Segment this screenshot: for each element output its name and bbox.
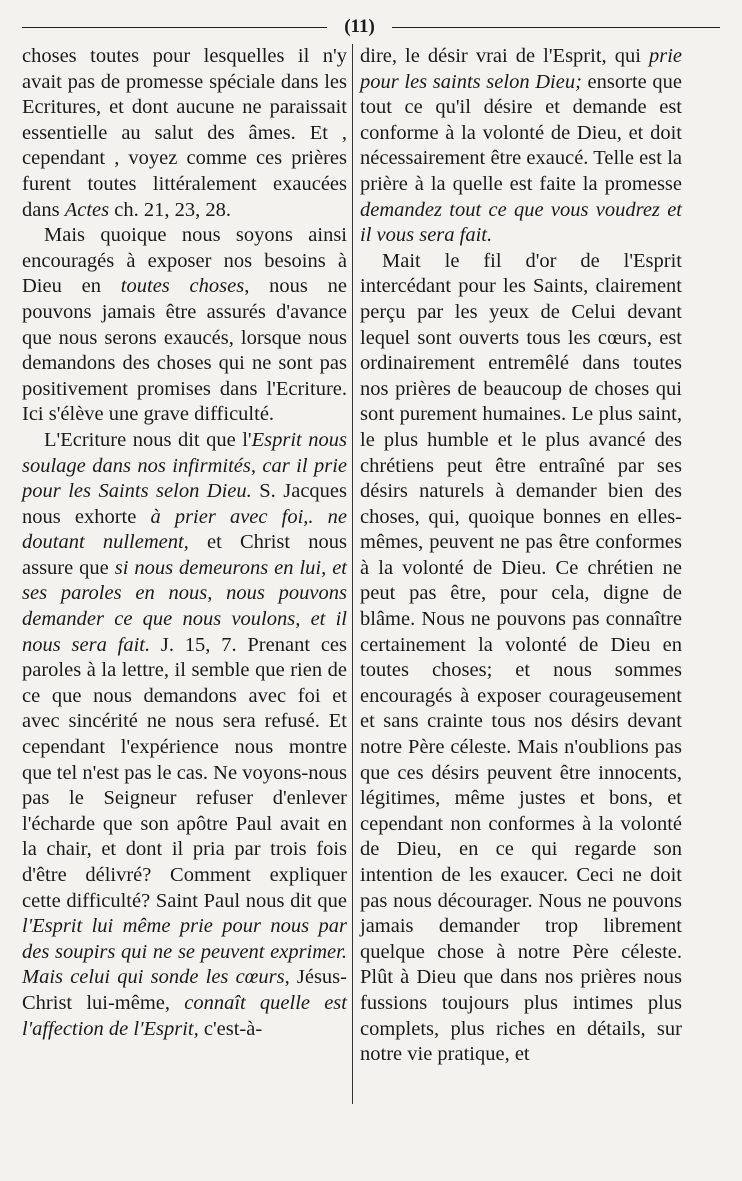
text-run: Mais quoique nous soyons ainsi encouragés à exposer nos besoins à Dieu en [22,224,347,298]
italic-text: Esprit nous soulage dans nos infirmités, car il prie pour les Saints selon Dieu. [22,428,347,503]
italic-text: toutes choses [120,275,245,298]
text-run: dire, le désir vrai de l'Esprit, qui [360,45,649,67]
italic-text: à prier avec foi,. ne doutant nullement, [22,505,347,554]
text-run: et Christ nous assure que [22,531,347,579]
text-run: L'Ecriture nous dit que l' [44,428,252,451]
italic-text: prie pour les saints selon Dieu; [360,45,682,93]
paragraph [22,223,347,428]
paragraph [22,44,347,223]
left-column [22,44,347,1042]
text-run: ch. 21, 23, 28. [109,198,231,221]
italic-text: si nous demeurons en lui, et ses paroles en nous, nous pouvons demander ce que nous voulons, et il nous sera fait. [22,556,347,656]
header-rule-right [392,27,720,28]
italic-text: connaît quelle est l'affection de l'Esprit, [22,991,347,1040]
text-run: ensorte que tout ce qu'il désire et demande est conforme à la volonté de Dieu, et doit nécessairement être exaucé. Telle est la prière à la quelle est faite la promesse [360,70,683,195]
text-run: J. 15, 7. Prenant ces paroles à la lettre, il semble que rien de ce que nous demandons avec foi et avec sincérité ne nous sera refusé. Et cependant l'expérience nous montre que tel n'est pas le cas. Ne voyons-nous pas le Seigneur refuser d'enlever l'écharde que son apôtre Paul avait en la chair, et dont il pria par trois fois d'être délivré? Comment expliquer cette difficulté? Saint Paul nous dit que [22,633,347,912]
text-run: , Jésus-Christ lui-même, [22,966,347,1014]
paragraph [22,428,347,1042]
column-divider [352,44,353,1104]
text-run: choses toutes pour lesquelles il n'y avait pas de promesse spéciale dans les Ecritures, et dont aucune ne paraissait essentielle au salut des âmes. Et , cependant , voyez comme ces prières furent toutes littéralement exaucées dans [22,45,347,221]
italic-text: Actes [64,198,110,221]
page-header [22,16,720,38]
text-run: c'est-à- [198,1017,263,1040]
text-run: Mait le fil d'or de l'Esprit intercédant pour les Saints, clairement perçu par les yeux de Celui devant lequel sont ouverts tous les cœurs, est ordinairement entremêlé dans toutes nos prières de beaucoup de choses qui sont purement humaines. Le plus saint, le plus humble et le plus avancé des chrétiens peut être entraîné par ses désirs naturels à demander bien des choses, qui, quoique bonnes en elles-mêmes, peuvent ne pas être conformes à la volonté de Dieu. Ce chrétien ne peut pas être, pour cela, digne de blâme. Nous ne pouvons pas connaître certainement la volonté de Dieu en toutes choses; et nous sommes encouragés à exposer courageusement et sans crainte tous nos désirs devant notre Père céleste. Mais n'oublions pas que ces désirs peuvent être innocents, légitimes, même justes et bons, et cependant non conformes à la volonté de Dieu, en ce qui regarde son intention de les exaucer. Ceci ne doit pas nous décourager. Nous ne pouvons jamais demander trop librement quelque chose à notre Père céleste. Plût à Dieu que dans nos prières nous fussions toujours plus intimes plus complets, plus riches en détails, sur notre vie pratique, et [360,249,682,1066]
paragraph [360,44,682,249]
paragraph [360,249,682,1068]
text-run: S. Jacques nous exhorte [22,480,347,528]
header-rule-left [22,27,327,28]
right-column [360,44,682,1068]
italic-text: demandez tout ce que vous voudrez et il vous sera fait. [360,198,682,247]
italic-text: l'Esprit lui même prie pour nous par des soupirs qui ne se peuvent exprimer. Mais celui qui sonde les cœurs [22,915,347,989]
text-run: , nous ne pouvons jamais être assurés d'avance que nous serons exaucés, lorsque nous demandons des choses qui ne sont pas positivement promises dans l'Ecriture. Ici s'élève une grave difficulté. [22,275,348,426]
page-number: (11) [344,16,375,37]
